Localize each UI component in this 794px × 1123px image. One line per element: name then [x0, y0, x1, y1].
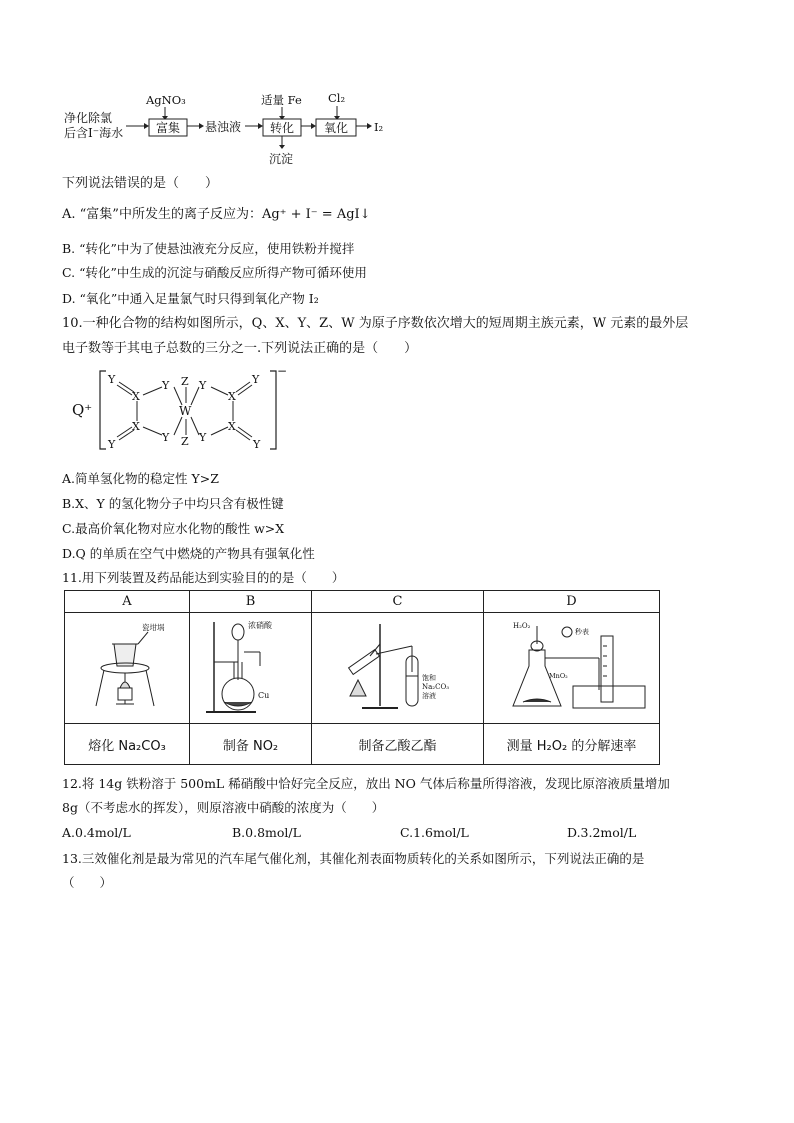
struct-x-2: X	[228, 390, 236, 403]
h2o2-label: H₂O₂	[513, 622, 531, 630]
q10-structure-diagram	[70, 365, 290, 455]
flow-fe-label: 适量 Fe	[261, 93, 302, 107]
cu-label: Cu	[257, 691, 269, 700]
struct-x-4: X	[228, 420, 236, 433]
q9-option-d: D. “氧化”中通入足量氯气时只得到氧化产物 I₂	[62, 291, 319, 306]
sat-label: 饱和	[421, 674, 436, 682]
q12-option-b: B.0.8mol/L	[232, 825, 301, 840]
struct-z-2: Z	[181, 435, 189, 448]
q13-stem-line1: 13.三效催化剂是最为常见的汽车尾气催化剂，其催化剂表面物质转化的关系如图所示，下列说法正确的是	[62, 851, 645, 866]
q9-option-a: A. “富集”中所发生的离子反应为：Ag⁺ + I⁻ = AgI↓	[62, 207, 371, 222]
q10-option-d: D.Q 的单质在空气中燃烧的产物具有强氧化性	[62, 546, 315, 561]
q11-image-d	[484, 613, 660, 724]
ester-apparatus	[318, 616, 478, 716]
mno2-label: MnO₂	[549, 672, 568, 680]
q9-option-b: B. “转化”中为了使悬浊液充分反应，使用铁粉并搅拌	[62, 241, 355, 256]
q10-option-c: C.最高价氧化物对应水化物的酸性 w>X	[62, 521, 285, 536]
struct-charge: −	[277, 365, 288, 378]
q11-image-a	[65, 613, 190, 724]
struct-y-2: Y	[162, 379, 170, 392]
flow-agno3-label: AgNO₃	[146, 93, 186, 107]
flow-step-enrich-label: 富集	[156, 121, 181, 135]
q10-option-a: A.简单氢化物的稳定性 Y>Z	[62, 471, 219, 486]
struct-x-1: X	[132, 390, 140, 403]
q12-stem-line1: 12.将 14g 铁粉溶于 500mL 稀硝酸中恰好完全反应，放出 NO 气体后称量所得溶液，发现比原溶液质量增加	[62, 776, 670, 791]
struct-y-1: Y	[108, 373, 116, 386]
struct-x-3: X	[132, 420, 140, 433]
q11-header-a: A	[65, 591, 190, 613]
iodine-flow-chart	[60, 88, 400, 170]
no2-apparatus	[196, 616, 306, 716]
q11-header-b: B	[190, 591, 312, 613]
acid-label: 浓硝酸	[247, 621, 272, 630]
crucible-label: 瓷坩埚	[142, 623, 165, 632]
flow-precipitate-label: 沉淀	[269, 152, 294, 166]
flow-source-line1: 净化除氯	[64, 111, 113, 125]
struct-y-7: Y	[199, 431, 207, 444]
watch-label: 秒表	[575, 628, 589, 636]
q11-image-b	[190, 613, 312, 724]
q9-option-c: C. “转化”中生成的沉淀与硝酸反应所得产物可循环使用	[62, 265, 367, 280]
flow-step-convert-label: 转化	[270, 121, 295, 135]
q11-caption-a: 熔化 Na₂CO₃	[65, 724, 190, 765]
q11-caption-c: 制备乙酸乙酯	[312, 724, 484, 765]
q9-stem: 下列说法错误的是（ ）	[62, 176, 219, 191]
struct-y-8: Y	[253, 438, 261, 451]
q12-option-a: A.0.4mol/L	[62, 825, 131, 840]
struct-y-5: Y	[108, 438, 116, 451]
h2o2-rate-apparatus	[489, 616, 654, 716]
q10-stem-line1: 10.一种化合物的结构如图所示，Q、X、Y、Z、W 为原子序数依次增大的短周期主族元素，W 元素的最外层	[62, 316, 689, 331]
na2co3-label: Na₂CO₃	[421, 683, 449, 691]
flow-product-label: I₂	[374, 120, 384, 134]
flow-step-oxidize-label: 氧化	[324, 121, 349, 135]
q10-option-b: B.X、Y 的氢化物分子中均只含有极性键	[62, 496, 284, 511]
q11-header-c: C	[312, 591, 484, 613]
flow-mid-label: 悬浊液	[205, 120, 242, 134]
q10-stem-line2: 电子数等于其电子总数的三分之一.下列说法正确的是（ ）	[62, 341, 418, 356]
struct-z-1: Z	[181, 375, 189, 388]
q11-apparatus-table	[64, 590, 660, 765]
q12-stem-line2: 8g（不考虑水的挥发），则原溶液中硝酸的浓度为（ ）	[62, 800, 385, 815]
q12-option-c: C.1.6mol/L	[400, 825, 469, 840]
flow-cl2-label: Cl₂	[328, 91, 346, 105]
struct-q-cation: Q⁺	[72, 401, 93, 419]
q13-stem-line2: （ ）	[62, 875, 113, 890]
q11-image-c	[312, 613, 484, 724]
struct-y-4: Y	[252, 373, 260, 386]
struct-y-6: Y	[162, 431, 170, 444]
crucible-apparatus	[72, 616, 182, 716]
struct-y-3: Y	[199, 379, 207, 392]
q11-header-d: D	[484, 591, 660, 613]
struct-w: W	[179, 404, 192, 418]
q11-caption-d: 测量 H₂O₂ 的分解速率	[484, 724, 660, 765]
flow-source-line2: 后含I⁻海水	[64, 126, 124, 140]
q11-stem: 11.用下列装置及药品能达到实验目的的是（ ）	[62, 570, 345, 585]
solution-label: 溶液	[421, 692, 436, 700]
q11-caption-b: 制备 NO₂	[190, 724, 312, 765]
q12-option-d: D.3.2mol/L	[567, 825, 637, 840]
